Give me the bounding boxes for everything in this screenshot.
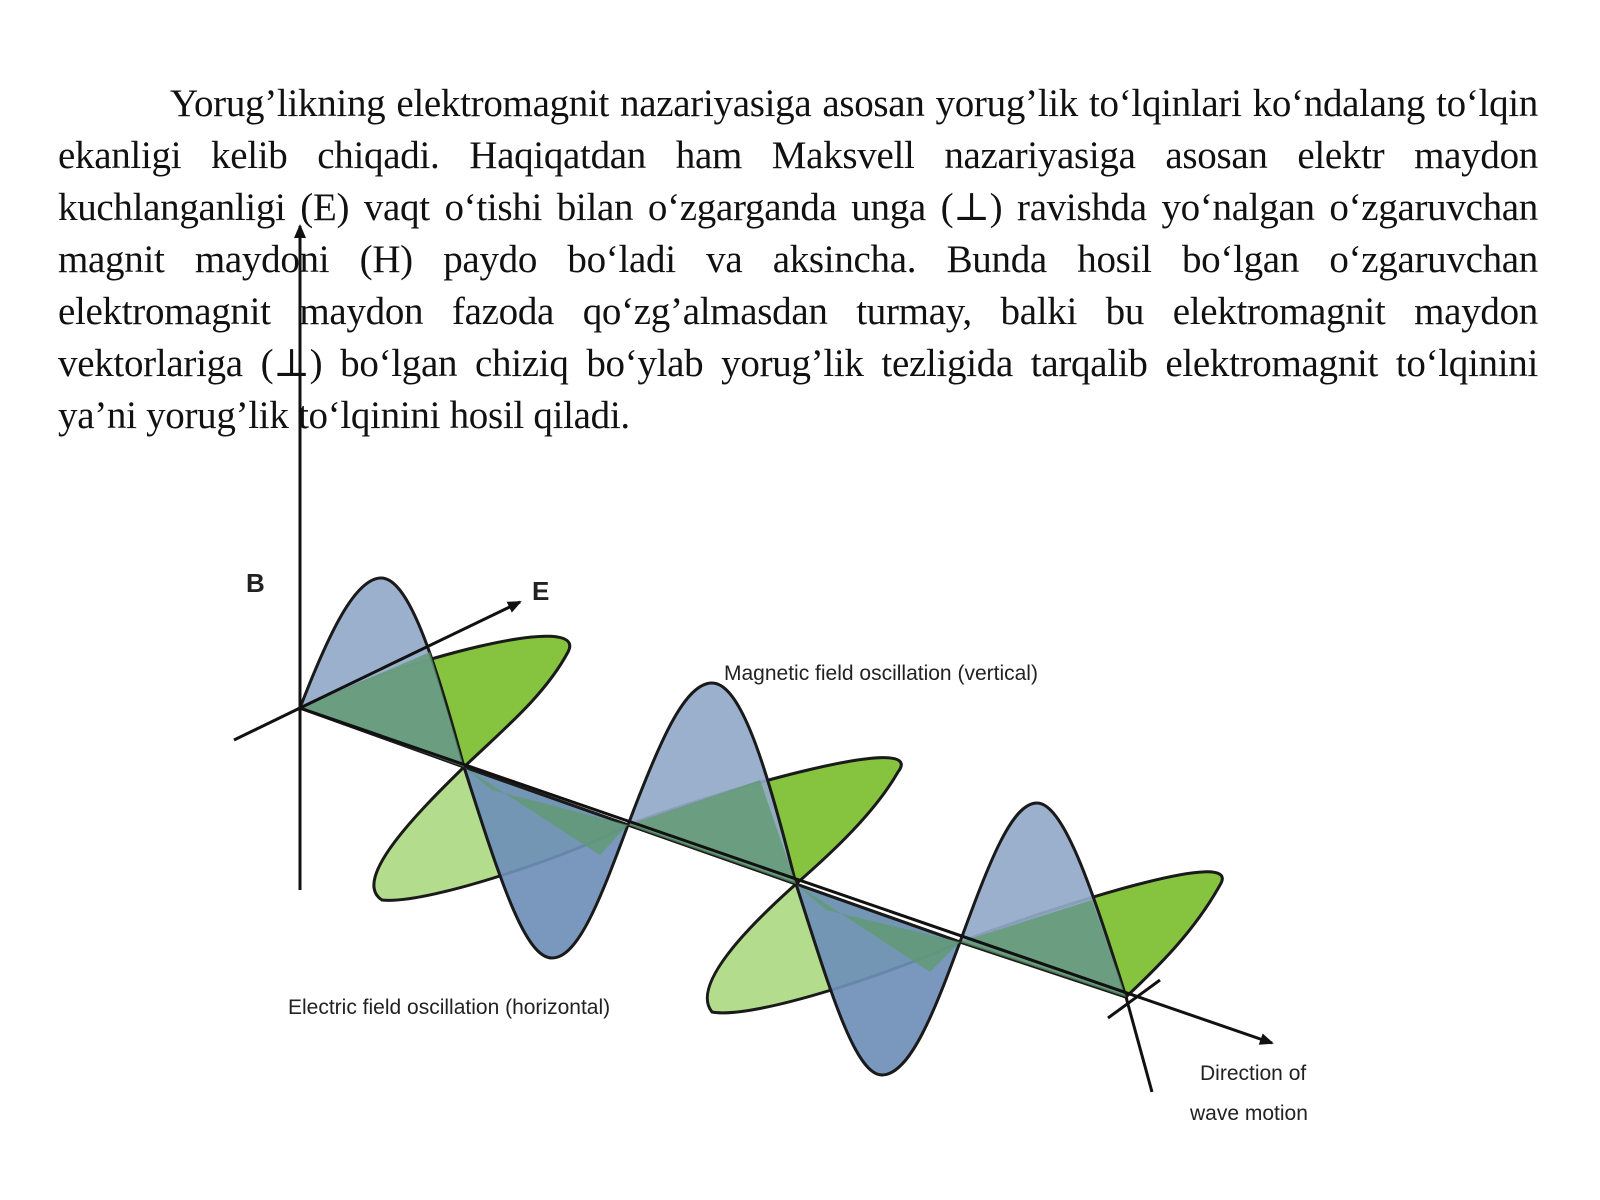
b-axis-label: B (246, 568, 265, 598)
direction-caption-line2: wave motion (1190, 1102, 1308, 1125)
magnetic-field-caption: Magnetic field oscillation (vertical) (724, 662, 1038, 685)
electric-field-caption: Electric field oscillation (horizontal) (288, 996, 611, 1019)
end-vertical-line (1126, 997, 1152, 1092)
body-paragraph: Yorug’likning elektromagnit nazariyasiga asosan yorug’lik to‘lqinlari ko‘ndalang to‘lqin ekanligi kelib chiqadi. Haqiqatdan ham Maksvell nazariyasiga asosan elektr maydon kuchlanganligi (E) vaqt o‘tishi bilan o‘zgarganda unga (⊥) ravishda yo‘nalgan o‘zgaruvchan magnit maydoni (H) paydo bo‘ladi va aksincha. Bunda hosil bo‘lgan o‘zgaruvchan elektromagnit maydon fazoda qo‘zg’almasdan turmay, balki bu elektromagnit maydon vektorlariga (⊥) bo‘lgan chiziq bo‘ylab yorug’lik tezligida tarqalib elektromagnit to‘lqinini ya’ni yorug’lik to‘lqinini hosil qiladi. (58, 82, 1538, 437)
direction-caption-line1: Direction of (1200, 1062, 1307, 1085)
e-axis-label: E (532, 576, 550, 606)
depth-axis-line (234, 708, 300, 740)
